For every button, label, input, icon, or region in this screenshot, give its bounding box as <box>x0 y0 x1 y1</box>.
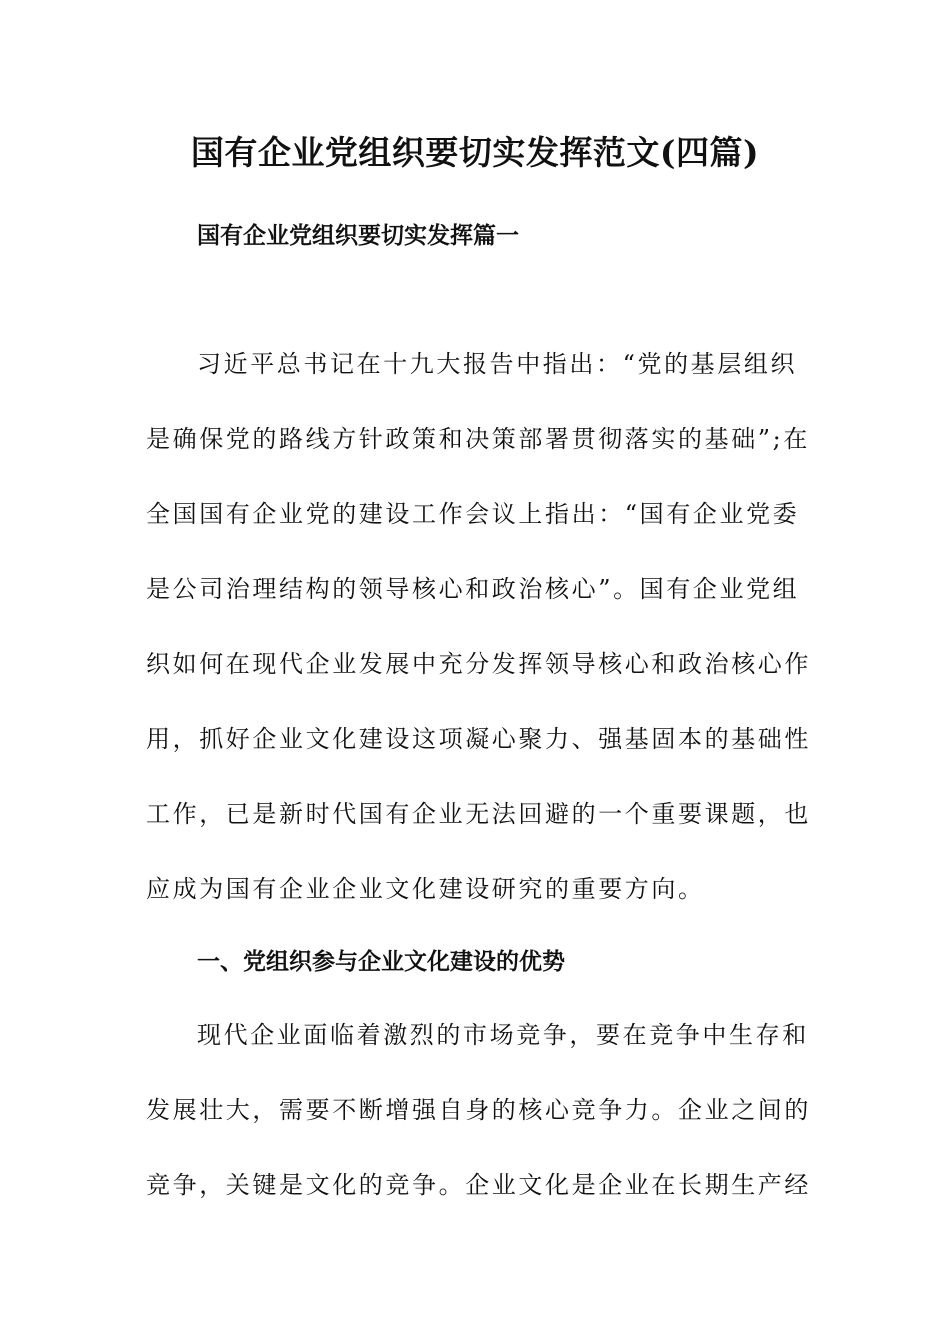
paragraph-line: 发展壮大，需要不断增强自身的核心竞争力。企业之间的 <box>146 1096 811 1124</box>
paragraph-2 <box>146 998 811 1223</box>
paragraph-line: 应成为国有企业企业文化建设研究的重要方向。 <box>146 875 705 903</box>
paragraph-1 <box>146 327 811 927</box>
document-title: 国有企业党组织要切实发挥范文(四篇) <box>190 133 760 172</box>
paragraph-line: 是公司治理结构的领导核心和政治核心”。国有企业党组 <box>146 575 800 603</box>
paragraph-line: 习近平总书记在十九大报告中指出：“党的基层组织 <box>197 350 798 378</box>
paragraph-line: 工作，已是新时代国有企业无法回避的一个重要课题，也 <box>146 800 811 828</box>
paragraph-line: 竞争，关键是文化的竞争。企业文化是企业在长期生产经 <box>146 1171 811 1199</box>
paragraph-line: 现代企业面临着激烈的市场竞争，要在竞争中生存和 <box>197 1021 809 1049</box>
article-subtitle: 国有企业党组织要切实发挥篇一 <box>197 223 519 249</box>
section-heading: 一、党组织参与企业文化建设的优势 <box>197 949 565 975</box>
paragraph-line: 全国国有企业党的建设工作会议上指出：“国有企业党委 <box>146 500 800 528</box>
paragraph-line: 是确保党的路线方针政策和决策部署贯彻落实的基础”;在 <box>146 425 810 453</box>
paragraph-line: 织如何在现代企业发展中充分发挥领导核心和政治核心作 <box>146 650 811 678</box>
paragraph-line: 用，抓好企业文化建设这项凝心聚力、强基固本的基础性 <box>146 725 811 753</box>
